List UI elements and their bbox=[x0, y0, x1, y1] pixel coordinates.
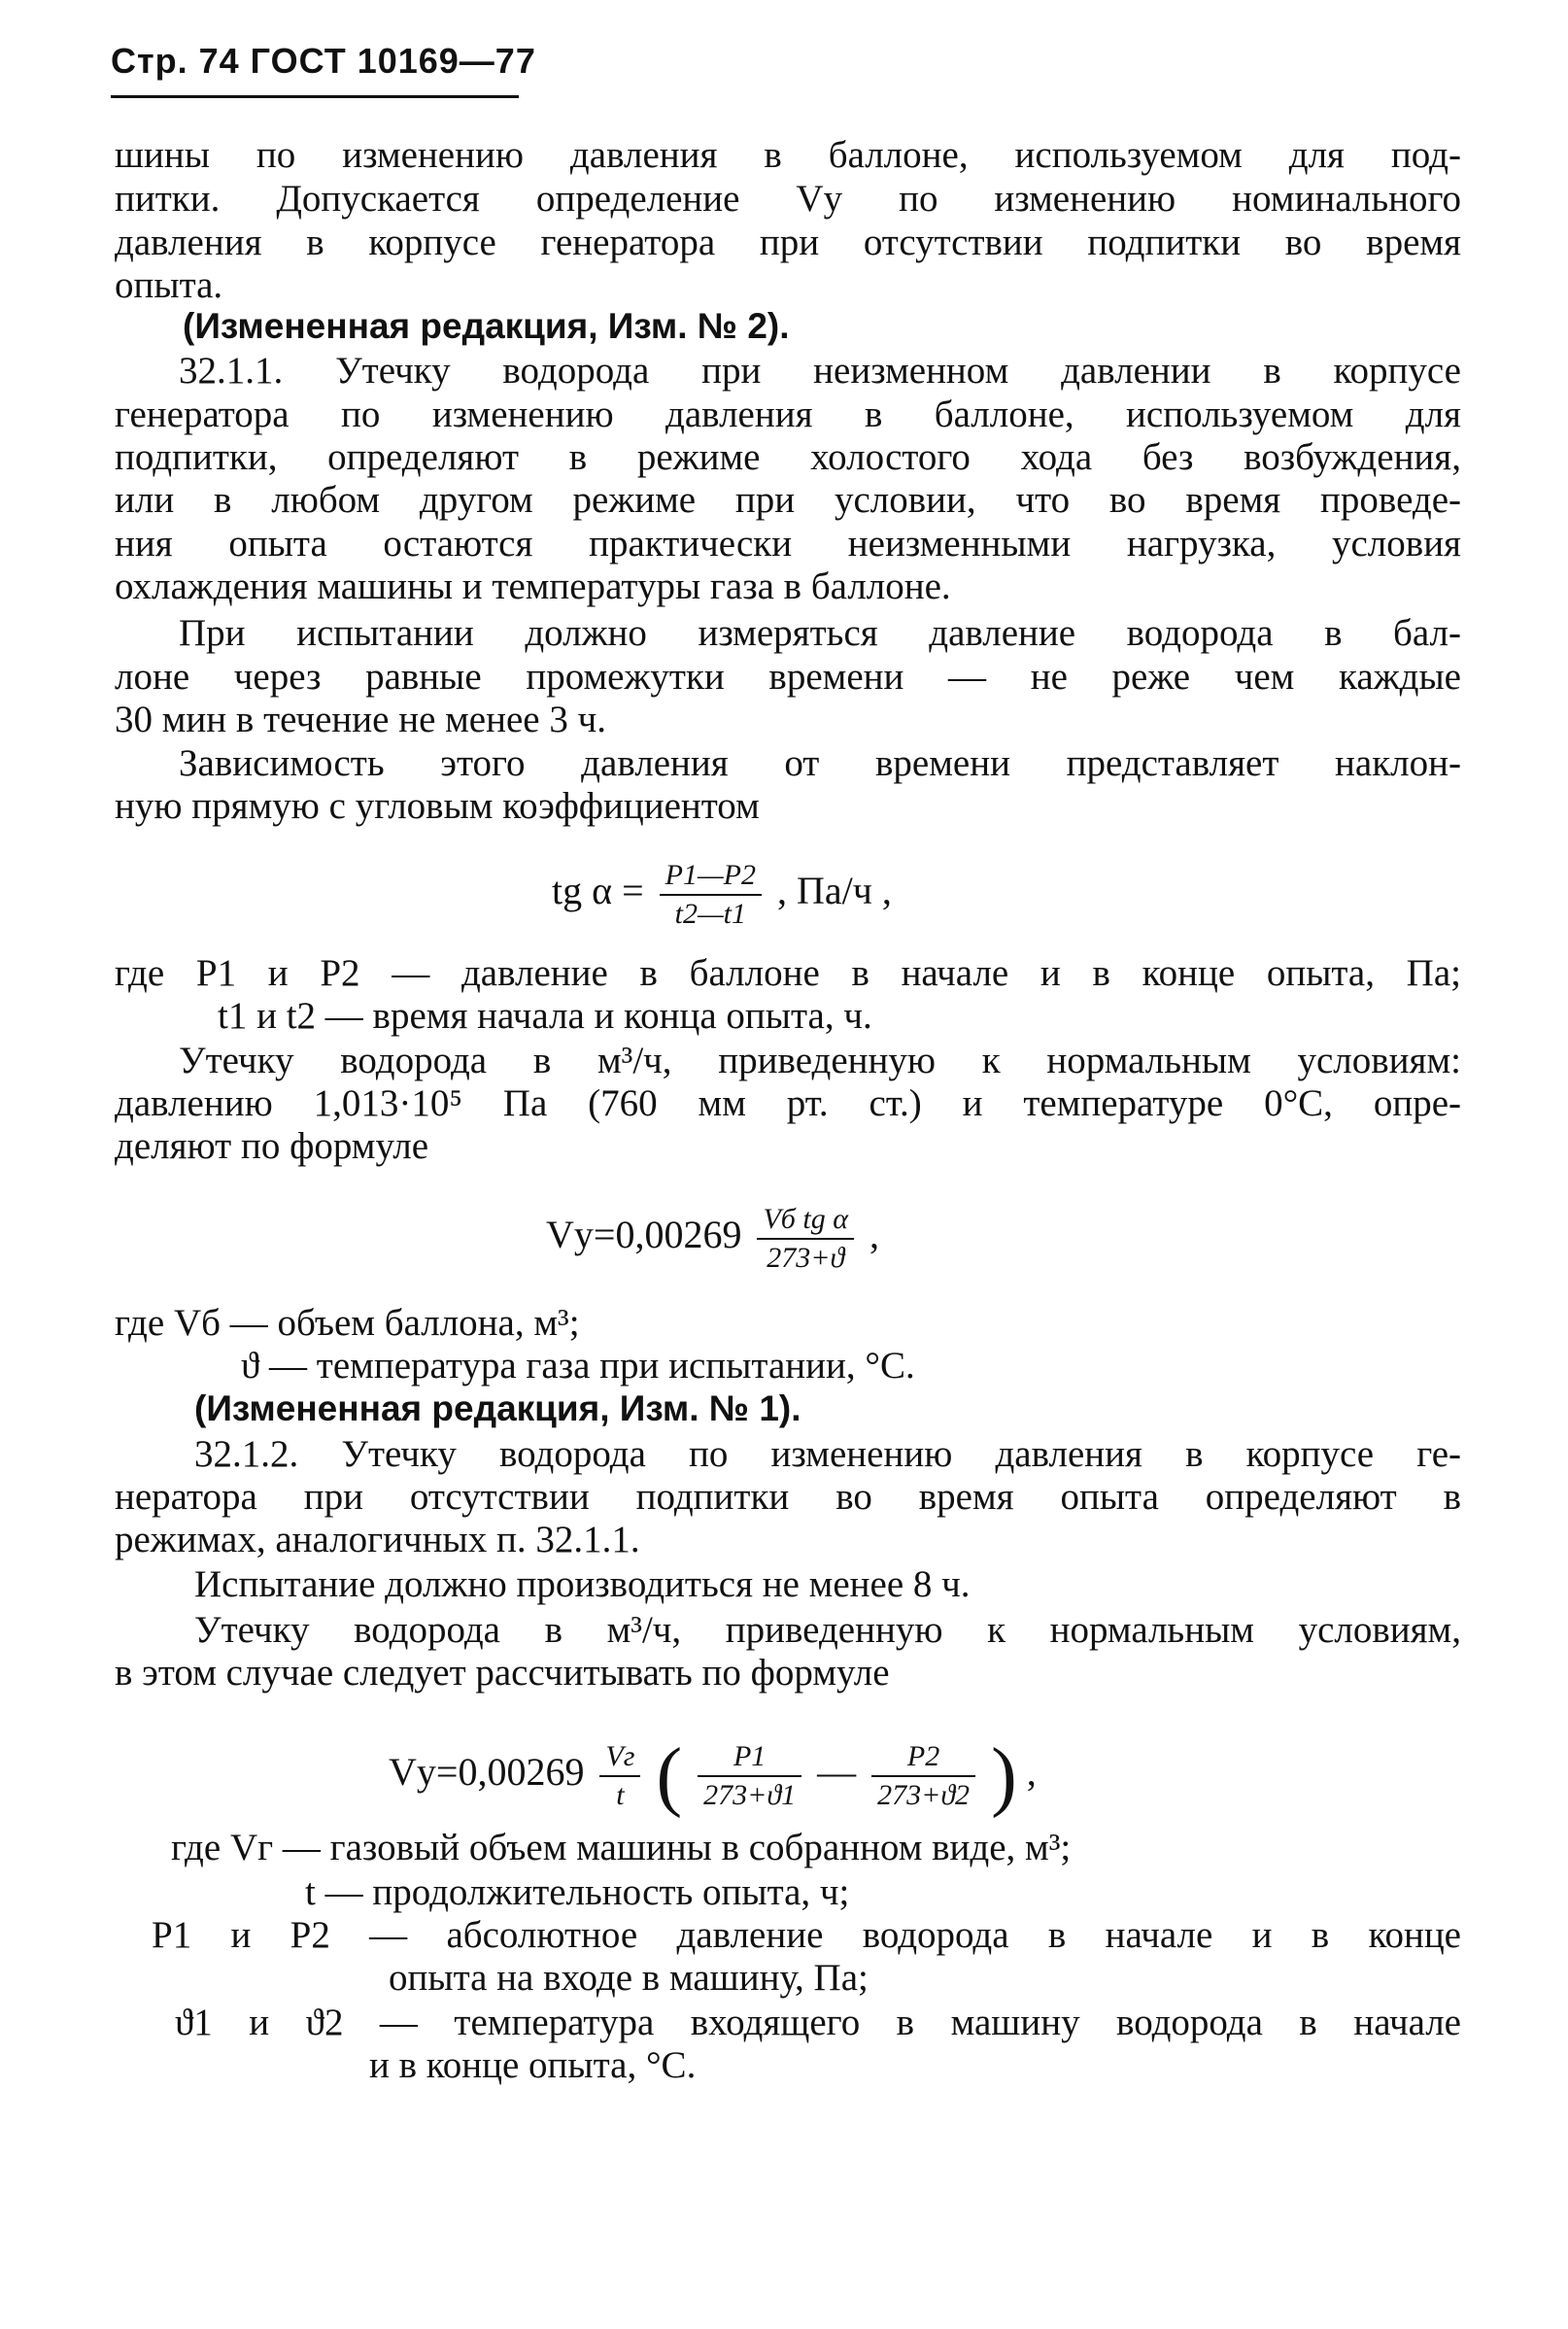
text-line: 32.1.1. Утечку водорода при неизменном давлении в корпусе bbox=[179, 350, 1461, 392]
text-line: t — продолжительность опыта, ч; bbox=[305, 1871, 850, 1913]
formula-lhs: tg α = bbox=[552, 869, 644, 913]
text-line: нератора при отсутствии подпитки во время опыта определяют в bbox=[115, 1476, 1461, 1518]
page-header: Стр. 74 ГОСТ 10169—77 bbox=[111, 41, 536, 81]
text-line: режимах, аналогичных п. 32.1.1. bbox=[115, 1519, 640, 1560]
fraction-denominator: 273+ϑ bbox=[767, 1242, 845, 1274]
formula-leak-generator bbox=[389, 1733, 1037, 1819]
text-line: Зависимость этого давления от времени представляет наклон- bbox=[179, 742, 1461, 784]
text-line: ϑ1 и ϑ2 — температура входящего в машину водорода в начале bbox=[175, 2002, 1461, 2043]
amendment-note: (Измененная редакция, Изм. № 2). bbox=[183, 306, 790, 346]
formula-lhs: Vу=0,00269 bbox=[546, 1213, 742, 1257]
formula-tail: , bbox=[1026, 1750, 1037, 1795]
fraction bbox=[757, 1203, 854, 1275]
amendment-note: (Измененная редакция, Изм. № 1). bbox=[194, 1388, 801, 1428]
formula-tg-alpha bbox=[552, 859, 892, 931]
text-line: в этом случае следует рассчитывать по формуле bbox=[115, 1652, 890, 1694]
text-line: давления в корпусе генератора при отсутствии подпитки во время bbox=[115, 222, 1461, 263]
fraction-denominator: 273+ϑ2 bbox=[877, 1779, 971, 1811]
text-line: и в конце опыта, °С. bbox=[369, 2044, 697, 2086]
text-line: генератора по изменению давления в баллоне, используемом для bbox=[115, 394, 1461, 435]
text-line: P1 и P2 — абсолютное давление водорода в начале и в конце bbox=[152, 1914, 1461, 1956]
text-line: питки. Допускается определение Vу по изменению номинального bbox=[115, 178, 1461, 220]
text-line: деляют по формуле bbox=[115, 1125, 429, 1167]
text-line: подпитки, определяют в режиме холостого хода без возбуждения, bbox=[115, 436, 1461, 478]
text-line: Утечку водорода в м³/ч, приведенную к нормальным условиям, bbox=[194, 1609, 1461, 1651]
open-paren: ( bbox=[656, 1733, 683, 1819]
text-line: опыта на входе в машину, Па; bbox=[389, 1957, 869, 1999]
minus-sign: — bbox=[817, 1750, 857, 1795]
formula-tail: , bbox=[869, 1213, 879, 1257]
text-line: шины по изменению давления в баллоне, используемом для под- bbox=[115, 134, 1461, 176]
close-paren: ) bbox=[991, 1733, 1017, 1819]
fraction bbox=[599, 1740, 640, 1812]
text-line: 32.1.2. Утечку водорода по изменению давления в корпусе ге- bbox=[194, 1433, 1461, 1475]
fraction-numerator: P1 bbox=[698, 1740, 801, 1777]
fraction-denominator: 273+ϑ1 bbox=[703, 1779, 797, 1811]
fraction bbox=[698, 1740, 801, 1812]
formula-lhs: Vу=0,00269 bbox=[389, 1750, 585, 1795]
text-line: ϑ — температура газа при испытании, °С. bbox=[241, 1345, 915, 1387]
text-line: ную прямую с угловым коэффициентом bbox=[115, 785, 760, 827]
header-rule bbox=[111, 95, 519, 98]
text-line: Утечку водорода в м³/ч, приведенную к нормальным условиям: bbox=[179, 1040, 1461, 1081]
text-line: где Vг — газовый объем машины в собранном виде, м³; bbox=[171, 1827, 1072, 1868]
text-line: Испытание должно производиться не менее 8 ч. bbox=[194, 1563, 971, 1605]
fraction-denominator: t bbox=[616, 1779, 625, 1811]
fraction bbox=[660, 859, 762, 931]
text-line: лоне через равные промежутки времени — не реже чем каждые bbox=[115, 656, 1461, 698]
fraction-numerator: Vг bbox=[599, 1740, 640, 1777]
text-line: где P1 и P2 — давление в баллоне в начале и в конце опыта, Па; bbox=[115, 952, 1461, 994]
text-line: опыта. bbox=[115, 264, 223, 306]
text-line: давлению 1,013·10⁵ Па (760 мм рт. ст.) и температуре 0°С, опре- bbox=[115, 1082, 1461, 1124]
text-line: или в любом другом режиме при условии, что во время проведе- bbox=[115, 479, 1461, 521]
fraction-numerator: P1—P2 bbox=[660, 859, 762, 896]
text-line: где Vб — объем баллона, м³; bbox=[115, 1302, 580, 1344]
formula-unit: , Па/ч , bbox=[776, 869, 892, 913]
fraction bbox=[871, 1740, 975, 1812]
text-line: охлаждения машины и температуры газа в баллоне. bbox=[115, 565, 951, 607]
text-line: При испытании должно измеряться давление водорода в бал- bbox=[179, 612, 1461, 654]
text-line: 30 мин в течение не менее 3 ч. bbox=[115, 699, 606, 740]
formula-leak-balloon bbox=[546, 1203, 879, 1275]
text-line: t1 и t2 — время начала и конца опыта, ч. bbox=[218, 995, 872, 1037]
fraction-denominator: t2—t1 bbox=[674, 898, 746, 930]
text-line: ния опыта остаются практически неизменными нагрузка, условия bbox=[115, 523, 1461, 565]
fraction-numerator: P2 bbox=[871, 1740, 975, 1777]
fraction-numerator: Vб tg α bbox=[757, 1203, 854, 1240]
